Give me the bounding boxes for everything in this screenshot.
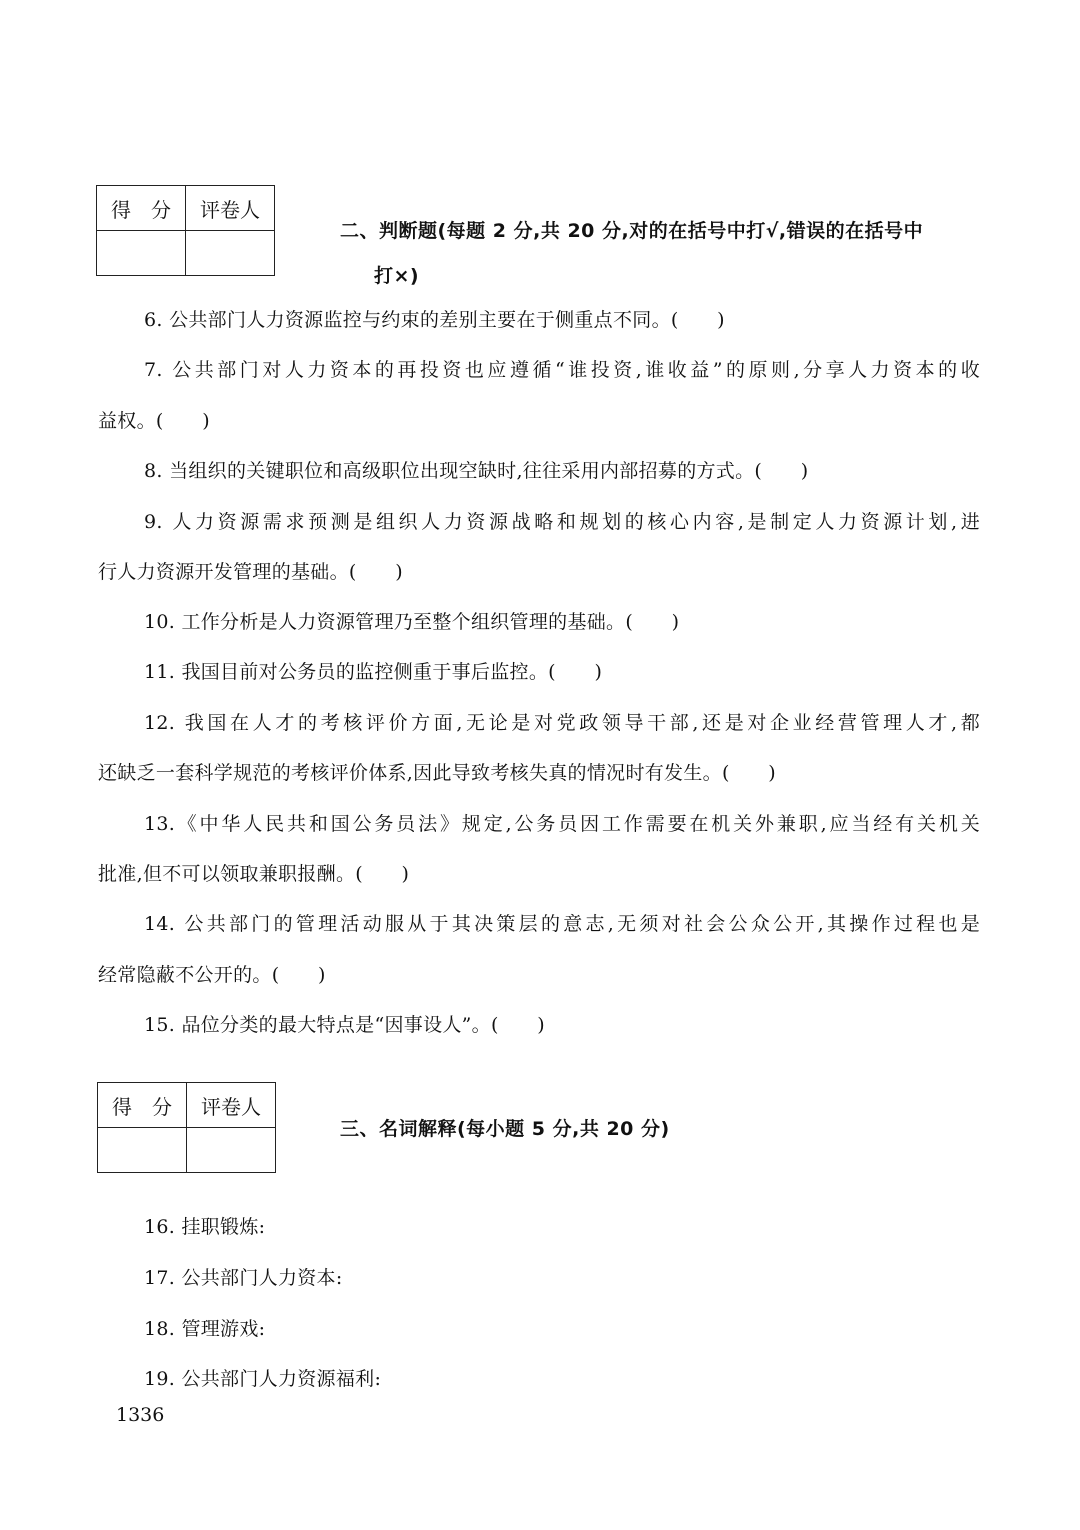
- question-13-line2: 批准,但不可以领取兼职报酬。( ): [98, 863, 410, 885]
- score-label: 得 分: [97, 186, 186, 231]
- question-19: 19. 公共部门人力资源福利:: [144, 1368, 382, 1390]
- question-18: 18. 管理游戏:: [144, 1318, 266, 1340]
- score-cell[interactable]: [98, 1128, 187, 1173]
- question-12-line2: 还缺乏一套科学规范的考核评价体系,因此导致考核失真的情况时有发生。( ): [98, 762, 776, 784]
- question-9-line2: 行人力资源开发管理的基础。( ): [98, 561, 403, 583]
- score-table-section2: [96, 185, 275, 276]
- question-9-line1: 9. 人力资源需求预测是组织人力资源战略和规划的核心内容,是制定人力资源计划,进: [144, 511, 980, 533]
- grader-cell[interactable]: [187, 1128, 276, 1173]
- section2-heading-line1: 二、判断题(每题 2 分,共 20 分,对的在括号中打√,错误的在括号中: [340, 220, 924, 242]
- score-label: 得 分: [98, 1083, 187, 1128]
- page-number: 1336: [116, 1404, 165, 1426]
- section3-heading: 三、名词解释(每小题 5 分,共 20 分): [340, 1118, 670, 1140]
- grader-cell[interactable]: [186, 231, 275, 276]
- question-13-line1: 13.《中华人民共和国公务员法》规定,公务员因工作需要在机关外兼职,应当经有关机关: [144, 813, 980, 835]
- question-7-line2: 益权。( ): [98, 410, 210, 432]
- score-cell[interactable]: [97, 231, 186, 276]
- question-15: 15. 品位分类的最大特点是“因事设人”。( ): [144, 1014, 546, 1036]
- question-14-line1: 14. 公共部门的管理活动服从于其决策层的意志,无须对社会公众公开,其操作过程也是: [144, 913, 980, 935]
- question-10: 10. 工作分析是人力资源管理乃至整个组织管理的基础。( ): [144, 611, 680, 633]
- score-table-section3: [97, 1082, 276, 1173]
- question-8: 8. 当组织的关键职位和高级职位出现空缺时,往往采用内部招募的方式。( ): [144, 460, 809, 482]
- section2-heading-line2: 打×): [374, 265, 420, 287]
- question-11: 11. 我国目前对公务员的监控侧重于事后监控。( ): [144, 661, 603, 683]
- question-6: 6. 公共部门人力资源监控与约束的差别主要在于侧重点不同。( ): [144, 309, 725, 331]
- question-17: 17. 公共部门人力资本:: [144, 1267, 343, 1289]
- grader-label: 评卷人: [186, 186, 275, 231]
- question-16: 16. 挂职锻炼:: [144, 1216, 266, 1238]
- question-12-line1: 12. 我国在人才的考核评价方面,无论是对党政领导干部,还是对企业经营管理人才,都: [144, 712, 980, 734]
- grader-label: 评卷人: [187, 1083, 276, 1128]
- question-7-line1: 7. 公共部门对人力资本的再投资也应遵循“谁投资,谁收益”的原则,分享人力资本的收: [144, 359, 980, 381]
- question-14-line2: 经常隐蔽不公开的。( ): [98, 964, 326, 986]
